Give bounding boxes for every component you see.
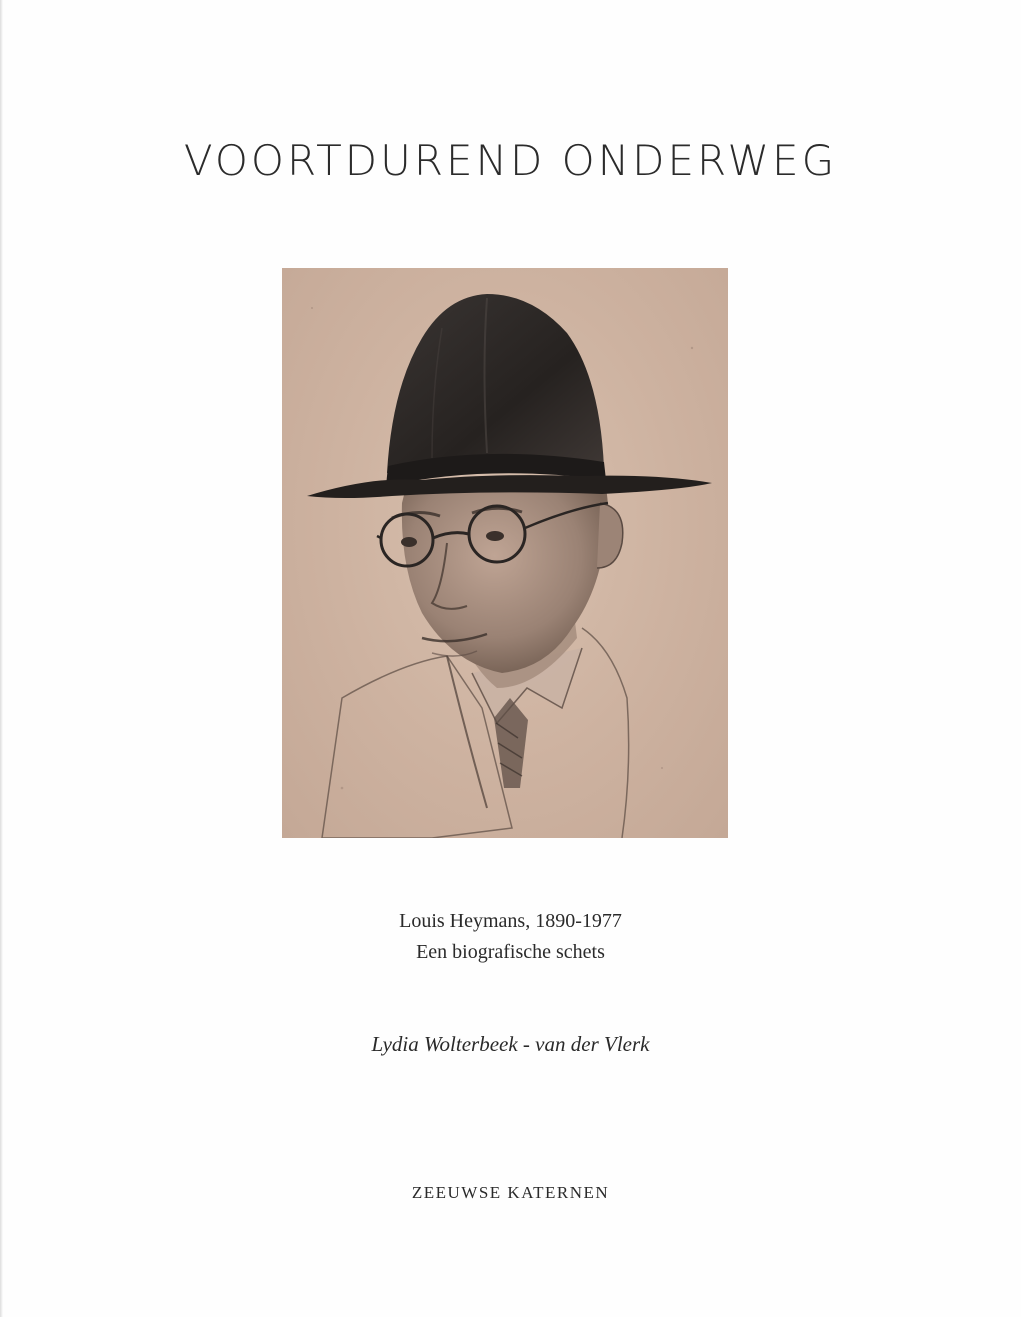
subtitle-line-2: Een biografische schets — [416, 941, 605, 963]
series-name: ZEEUWSE KATERNEN — [411, 1183, 610, 1202]
subtitle-line-1: Louis Heymans, 1890-1977 — [399, 910, 622, 932]
book-title: VOORTDUREND ONDERWEG — [183, 136, 838, 185]
portrait-drawing-icon — [282, 268, 728, 838]
author-name: Lydia Wolterbeek - van der Vlerk — [371, 1032, 650, 1056]
portrait-illustration — [282, 268, 728, 838]
